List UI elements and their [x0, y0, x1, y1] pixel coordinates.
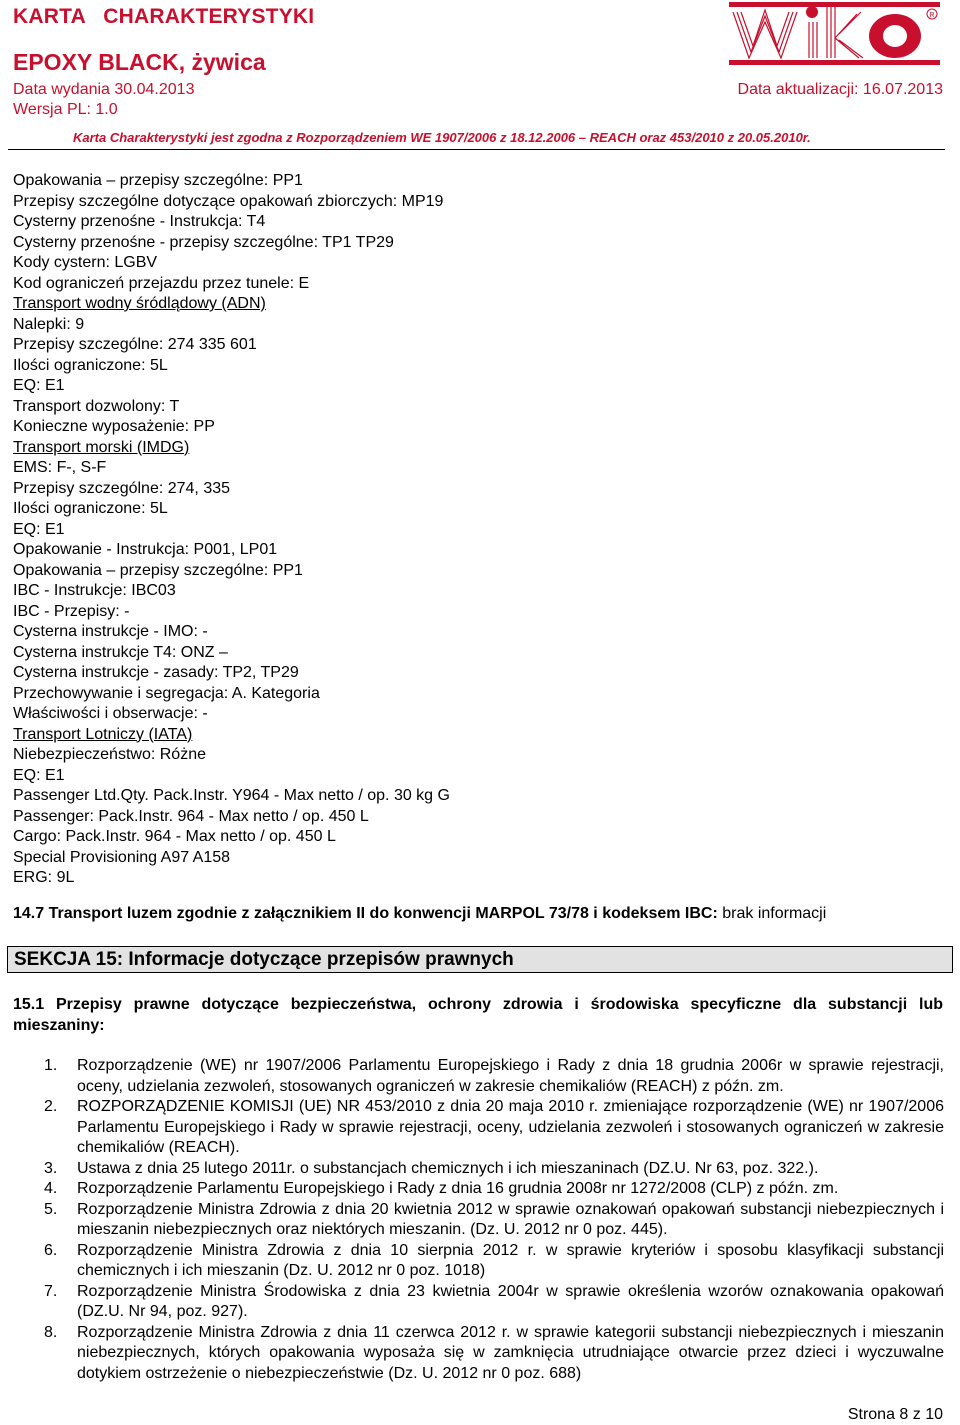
- detail-line: Opakowanie - Instrukcja: P001, LP01: [13, 541, 278, 558]
- section-15-title-bar: [7, 946, 953, 973]
- version: Wersja PL: 1.0: [13, 101, 118, 118]
- detail-line: Passenger Ltd.Qty. Pack.Instr. Y964 - Max netto / op. 30 kg G: [13, 787, 450, 804]
- list-item-number: 1.: [44, 1057, 58, 1074]
- list-item-text: Rozporządzenie Ministra Zdrowia z dnia 10 sierpnia 2012 r. w sprawie kryteriów i sposobu klasyfikacji substancji chemicznych i ich mieszanin (Dz. U. 2012 nr 0 poz. 1018): [77, 1241, 944, 1279]
- list-item-number: 3.: [44, 1159, 58, 1177]
- list-item: [44, 1241, 944, 1282]
- list-item-text: ROZPORZĄDZENIE KOMISJI (UE) NR 453/2010 z dnia 20 maja 2010 r. zmieniające rozporządzenie (WE) nr 1907/2006 Parlamentu Europejskiego i Rady w sprawie rejestracji, oceny, udzielania zezwoleń i stosowanych ograniczeń w zakresie chemikaliów (REACH).: [77, 1098, 944, 1156]
- detail-line: IBC - Przepisy: -: [13, 602, 130, 620]
- list-item: [44, 1056, 944, 1097]
- product-name: EPOXY BLACK, żywica: [13, 49, 266, 75]
- detail-line: Cysterna instrukcje T4: ONZ –: [13, 643, 228, 661]
- detail-line: Nalepki: 9: [13, 315, 85, 333]
- detail-line: Ilości ograniczone: 5L: [13, 500, 168, 517]
- detail-line: Przepisy szczególne dotyczące opakowań zbiorczych: MP19: [13, 192, 444, 210]
- update-date: Data aktualizacji: 16.07.2013: [737, 81, 943, 98]
- transport-details: [13, 171, 933, 889]
- detail-line: Special Provisioning A97 A158: [13, 848, 231, 866]
- regulation-note: Karta Charakterystyki jest zgodna z Rozporządzeniem WE 1907/2006 z 18.12.2006 – REACH oraz 453/2010 z 20.05.2010r.: [73, 130, 811, 145]
- detail-line: EMS: F-, S-F: [13, 459, 107, 476]
- detail-line: Właściwości i obserwacje: -: [13, 705, 208, 722]
- list-item-number: 7.: [44, 1282, 58, 1300]
- list-item-number: 6.: [44, 1241, 58, 1259]
- detail-line: Kod ograniczeń przejazdu przez tunele: E: [13, 274, 310, 292]
- header-divider: [8, 149, 945, 150]
- list-item: [44, 1179, 944, 1200]
- subsection-heading: Transport Lotniczy (IATA): [13, 725, 193, 743]
- document-title: KARTA CHARAKTERYSTYKI: [13, 5, 315, 28]
- detail-line: IBC - Instrukcje: IBC03: [13, 582, 176, 599]
- list-item-text: Rozporządzenie Ministra Środowiska z dnia 23 kwietnia 2004r w sprawie określenia wzorów oznakowania opakowań (DZ.U. Nr 94, poz. 927).: [77, 1282, 944, 1320]
- section-14-7: [13, 905, 943, 923]
- svg-text:R: R: [929, 12, 935, 19]
- page-number: Strona 8 z 10: [847, 1406, 943, 1423]
- detail-line: Niebezpieczeństwo: Różne: [13, 746, 206, 763]
- list-item-text: Rozporządzenie (WE) nr 1907/2006 Parlamentu Europejskiego i Rady z dnia 18 grudnia 2006r w sprawie rejestracji, oceny, udzielania zezwoleń, stosowanych ograniczeń w zakresie chemikaliów (REACH) z późn. zm.: [77, 1057, 944, 1095]
- detail-line: Cysterny przenośne - Instrukcja: T4: [13, 213, 266, 230]
- section-14-7-heading: 14.7 Transport luzem zgodnie z załącznikiem II do konwencji MARPOL 73/78 i kodeksem IBC:: [13, 905, 718, 922]
- section-15-title: SEKCJA 15: Informacje dotyczące przepisów prawnych: [14, 949, 514, 970]
- list-item: [44, 1200, 944, 1241]
- detail-line: Cargo: Pack.Instr. 964 - Max netto / op. 450 L: [13, 828, 336, 845]
- subsection-heading: Transport wodny śródlądowy (ADN): [13, 295, 266, 312]
- list-item-number: 8.: [44, 1323, 58, 1341]
- detail-line: Opakowania – przepisy szczególne: PP1: [13, 561, 303, 579]
- list-item: [44, 1159, 944, 1180]
- wiko-logo: [727, 0, 942, 74]
- list-item: [44, 1282, 944, 1323]
- detail-line: Konieczne wyposażenie: PP: [13, 418, 215, 435]
- detail-line: Kody cystern: LGBV: [13, 254, 158, 271]
- list-item: [44, 1097, 944, 1159]
- detail-line: EQ: E1: [13, 520, 65, 538]
- list-item-text: Rozporządzenie Ministra Zdrowia z dnia 11 czerwca 2012 r. w sprawie kategorii substancji niebezpiecznych i mieszanin niebezpiecznych, których opakowania wyposaża się w zamknięcia utrudniające otwarcie przez dzieci i wyczuwalne dotykiem ostrzeżenie o niebezpieczeństwie (Dz. U. 2012 nr 0 poz. 688): [77, 1323, 944, 1382]
- detail-line: Opakowania – przepisy szczególne: PP1: [13, 172, 303, 189]
- detail-line: Transport dozwolony: T: [13, 397, 180, 415]
- page-header: [0, 0, 960, 150]
- subsection-heading: Transport morski (IMDG): [13, 438, 190, 456]
- regulations-list: [44, 1056, 944, 1384]
- detail-line: EQ: E1: [13, 766, 65, 784]
- list-item-number: 4.: [44, 1180, 58, 1197]
- section-14-7-value: brak informacji: [722, 905, 827, 922]
- detail-line: Przepisy szczególne: 274, 335: [13, 479, 231, 497]
- list-item: [44, 1323, 944, 1385]
- detail-line: Cysterna instrukcje - zasady: TP2, TP29: [13, 664, 299, 681]
- list-item-number: 2.: [44, 1098, 58, 1115]
- detail-line: Passenger: Pack.Instr. 964 - Max netto / op. 450 L: [13, 807, 369, 825]
- detail-line: ERG: 9L: [13, 869, 75, 886]
- list-item-number: 5.: [44, 1200, 58, 1218]
- detail-line: Cysterna instrukcje - IMO: -: [13, 623, 208, 640]
- detail-line: Przechowywanie i segregacja: A. Kategoria: [13, 684, 320, 702]
- list-item-text: Rozporządzenie Ministra Zdrowia z dnia 20 kwietnia 2012 w sprawie oznakowań opakowań substancji niebezpiecznych i mieszanin niebezpiecznych oraz niektórych mieszanin. (Dz. U. 2012 nr 0 poz. 445).: [77, 1200, 944, 1238]
- list-item-text: Ustawa z dnia 25 lutego 2011r. o substancjach chemicznych i ich mieszaninach (DZ.U. Nr 63, poz. 322.).: [77, 1159, 819, 1177]
- detail-line: Przepisy szczególne: 274 335 601: [13, 336, 257, 353]
- detail-line: Cysterny przenośne - przepisy szczególne: TP1 TP29: [13, 233, 394, 251]
- detail-line: Ilości ograniczone: 5L: [13, 356, 168, 374]
- issue-date: Data wydania 30.04.2013: [13, 81, 195, 98]
- list-item-text: Rozporządzenie Parlamentu Europejskiego i Rady z dnia 16 grudnia 2008r nr 1272/2008 (CLP) z późn. zm.: [77, 1180, 839, 1197]
- section-15-1-heading: 15.1 Przepisy prawne dotyczące bezpieczeństwa, ochrony zdrowia i środowiska specyficzne dla substancji lub mieszaniny:: [13, 996, 943, 1034]
- detail-line: EQ: E1: [13, 377, 65, 394]
